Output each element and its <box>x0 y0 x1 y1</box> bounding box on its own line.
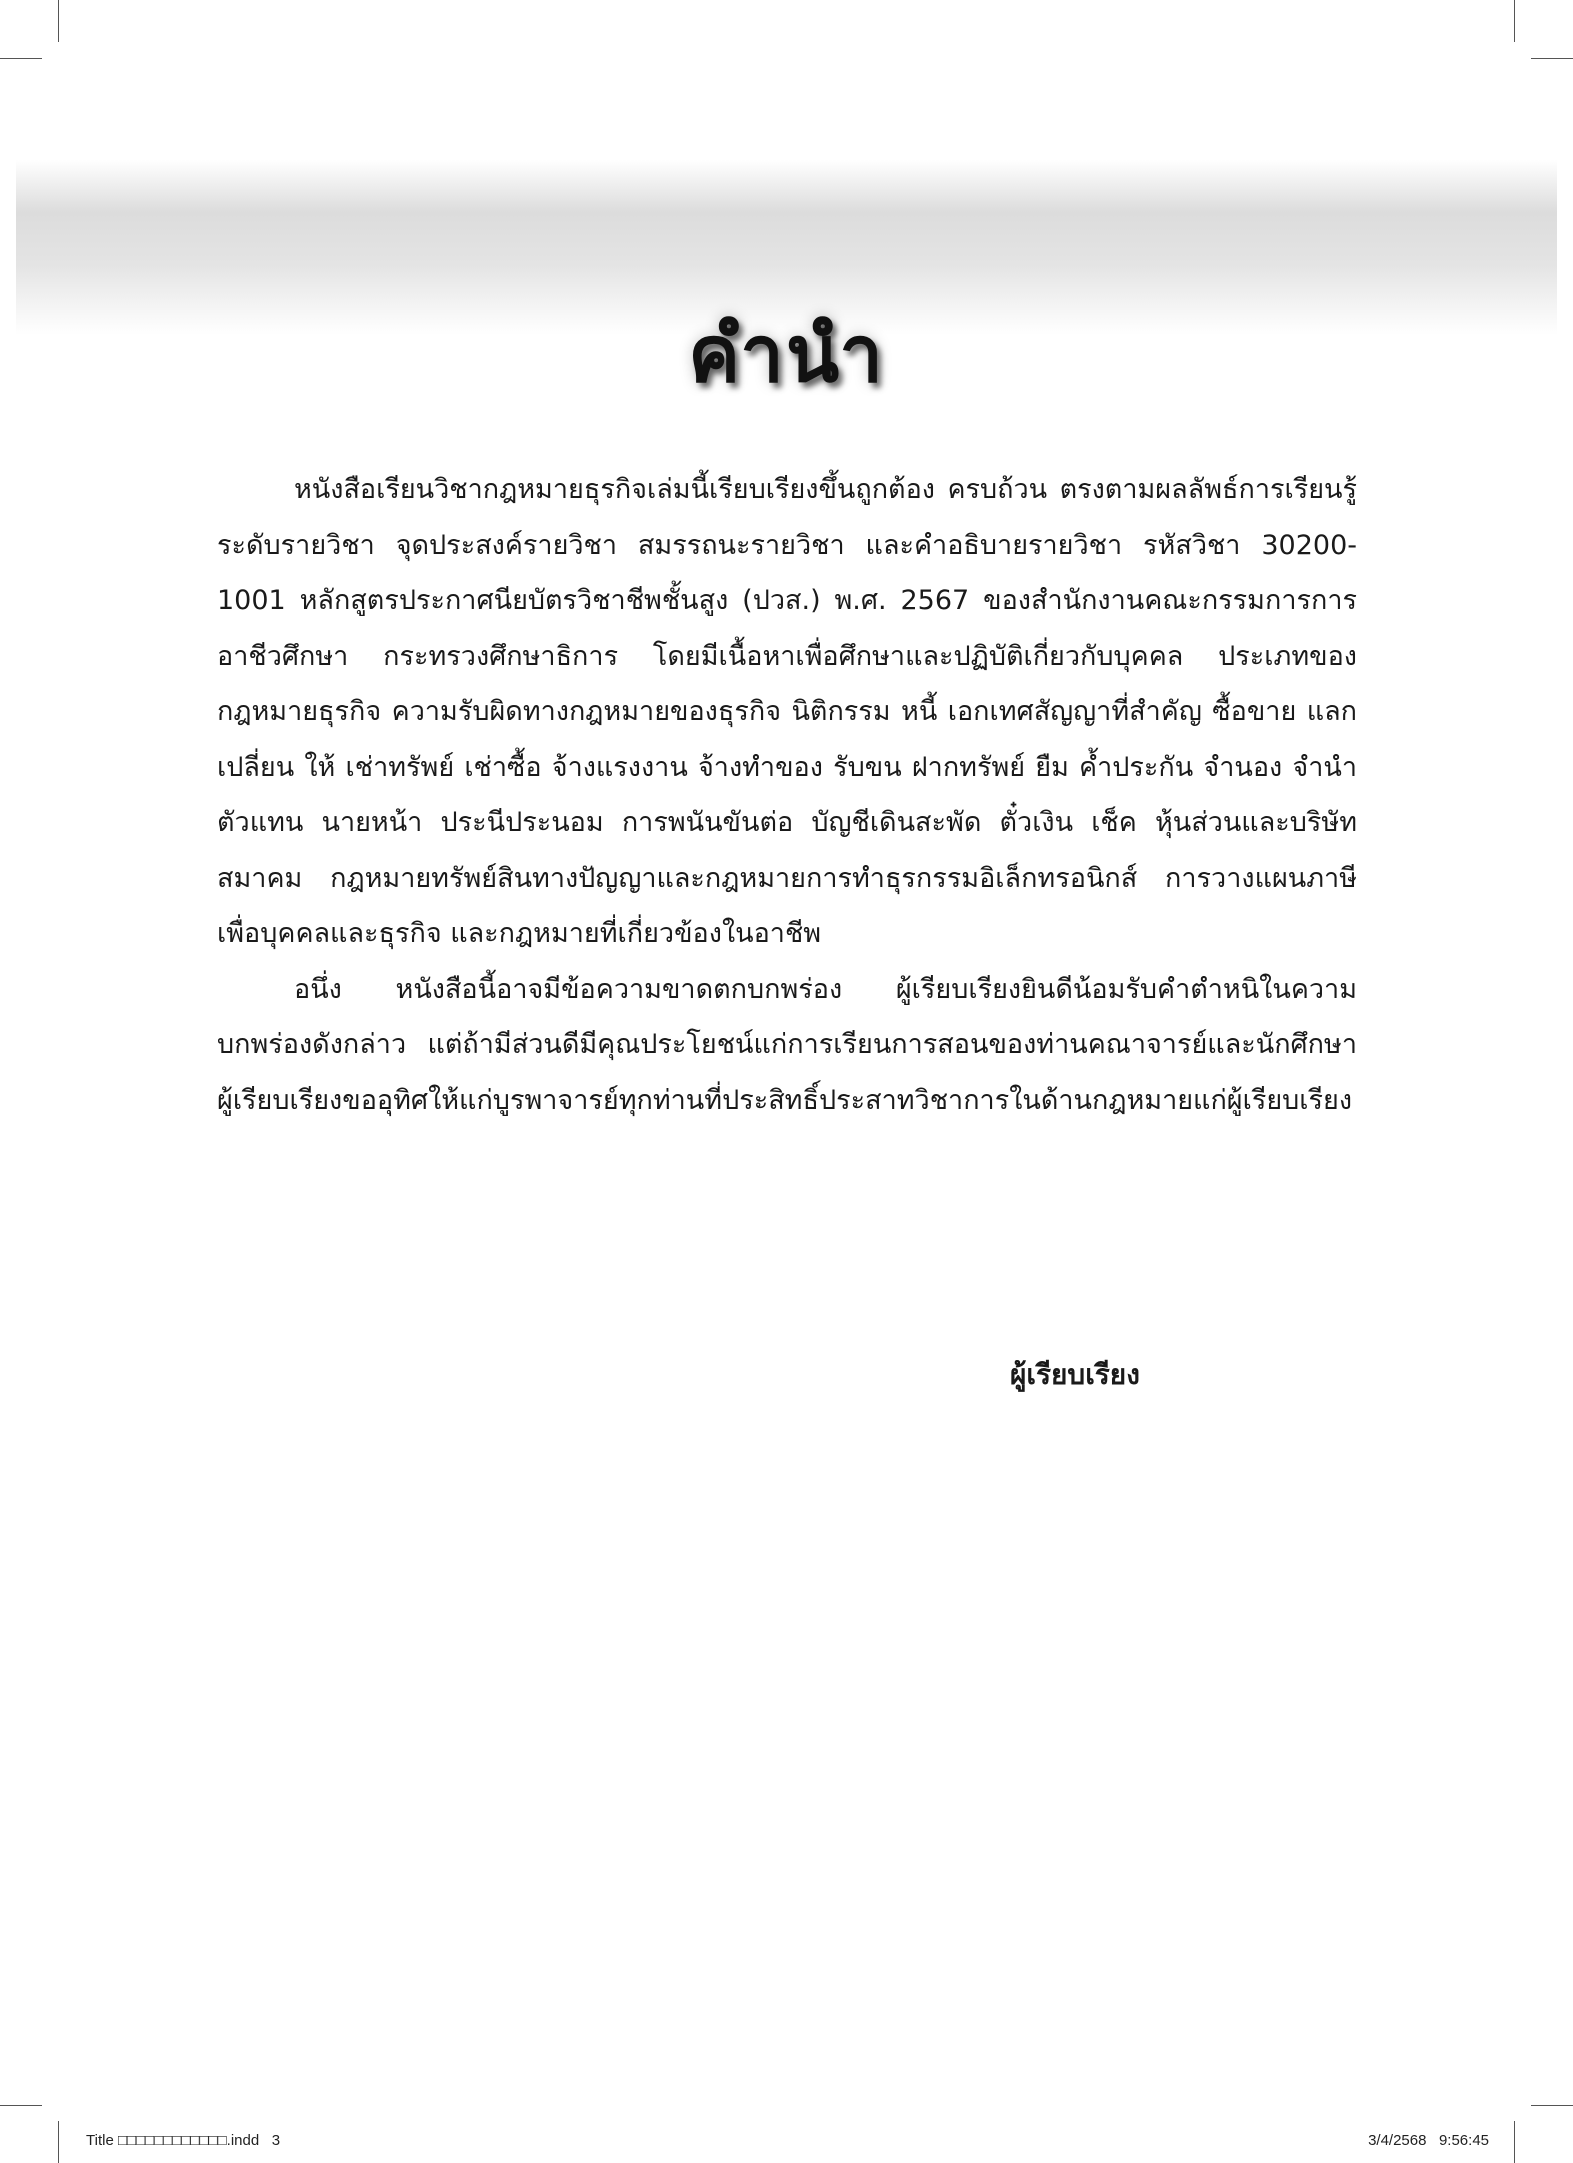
paragraph-2: อนึ่ง หนังสือนี้อาจมีข้อความขาดตกบกพร่อง ผู้เรียบเรียงยินดีน้อมรับคำตำหนิในความบกพร่องดังกล่าว แต่ถ้ามีส่วนดีมีคุณประโยชน์แก่การเรียนการสอนของท่านคณาจารย์และนักศึกษา ผู้เรียบเรียงขออุทิศให้แก่บูรพาจารย์ทุกท่านที่ประสิทธิ์ประสาทวิชาการในด้านกฎหมายแก่ผู้เรียบเรียง <box>217 973 1357 1116</box>
crop-mark <box>58 2121 59 2163</box>
paragraph-1: หนังสือเรียนวิชากฎหมายธุรกิจเล่มนี้เรียบเรียงขึ้นถูกต้อง ครบถ้วน ตรงตามผลลัพธ์การเรียนรู้ระดับรายวิชา จุดประสงค์รายวิชา สมรรถนะรายวิชา และคำอธิบายรายวิชา รหัสวิชา 30200-1001 หลักสูตรประกาศนียบัตรวิชาชีพชั้นสูง (ปวส.) พ.ศ. 2567 ของสำนักงานคณะกรรมการการอาชีวศึกษา กระทรวงศึกษาธิการ โดยมีเนื้อหาเพื่อศึกษาและปฏิบัติเกี่ยวกับบุคคล ประเภทของกฎหมายธุรกิจ ความรับผิดทางกฎหมายของธุรกิจ นิติกรรม หนี้ เอกเทศสัญญาที่สำคัญ ซื้อขาย แลกเปลี่ยน ให้ เช่าทรัพย์ เช่าซื้อ จ้างแรงงาน จ้างทำของ รับขน ฝากทรัพย์ ยืม ค้ำประกัน จำนอง จำนำ ตัวแทน นายหน้า ประนีประนอม การพนันขันต่อ บัญชีเดินสะพัด ตั๋วเงิน เช็ค หุ้นส่วนและบริษัท สมาคม กฎหมายทรัพย์สินทางปัญญาและกฎหมายการทำธุรกรรมอิเล็กทรอนิกส์ การวางแผนภาษีเพื่อบุคคลและธุรกิจ และกฎหมายที่เกี่ยวข้องในอาชีพ <box>217 474 1357 949</box>
crop-mark <box>1531 2105 1573 2106</box>
page-title: คำนำ <box>687 310 886 400</box>
crop-mark <box>1531 58 1573 59</box>
crop-mark <box>1514 0 1515 42</box>
crop-mark <box>58 0 59 42</box>
crop-mark <box>1514 2121 1515 2163</box>
crop-mark <box>0 58 42 59</box>
preface-body <box>217 462 1357 1128</box>
author-signature: ผู้เรียบเรียง <box>1010 1358 1140 1391</box>
print-slug-timestamp: 3/4/2568 9:56:45 <box>1368 2132 1489 2149</box>
print-slug-filename: Title □□□□□□□□□□□□.indd 3 <box>86 2132 281 2149</box>
crop-mark <box>0 2105 42 2106</box>
